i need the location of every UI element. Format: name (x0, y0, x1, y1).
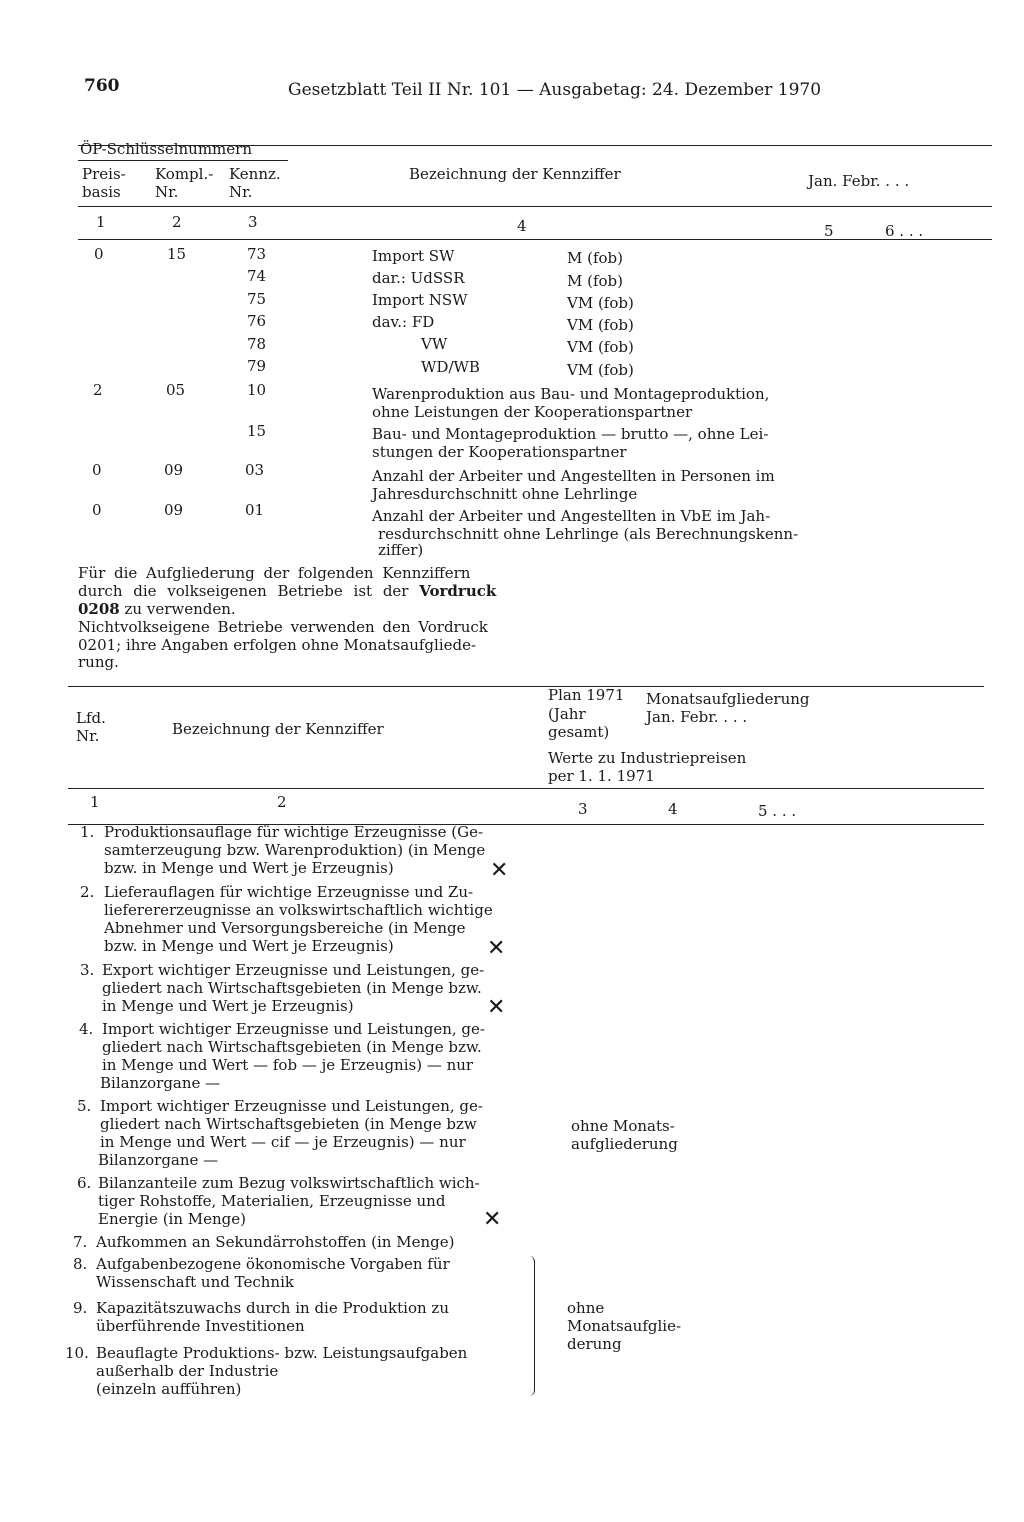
monthly-header: Monatsaufgliederung (646, 690, 810, 708)
item-line: bzw. in Menge und Wert je Erzeugnis) (104, 859, 394, 877)
row-text: Bau- und Montageproduktion — brutto —, ohne Lei- (372, 425, 769, 443)
cross-mark-icon: ✕ (483, 1207, 502, 1232)
cross-mark-icon: ✕ (487, 936, 506, 961)
row-kennz: 74 (247, 267, 267, 285)
row-label: dav.: FD (372, 313, 435, 331)
page-number: 760 (84, 76, 120, 96)
note-line (78, 600, 236, 618)
note-line: Nichtvolkseigene Betriebe verwenden den Vordruck (78, 618, 488, 636)
note-bold: Vordruck (419, 582, 497, 600)
note-text: durch die volkseigenen Betriebe ist der (78, 582, 409, 600)
item-line: Abnehmer und Versorgungsbereiche (in Menge (104, 919, 466, 937)
item-line: Aufkommen an Sekundärrohstoffen (in Menge) (96, 1233, 455, 1251)
item-line: außerhalb der Industrie (96, 1362, 279, 1380)
item-line: Lieferauflagen für wichtige Erzeugnisse und Zu- (104, 883, 474, 901)
item-number: 6. (77, 1174, 92, 1192)
item-number: 8. (73, 1255, 88, 1273)
side-note-1-line: aufgliederung (571, 1135, 678, 1153)
item-line: gliedert nach Wirtschaftsgebieten (in Menge bzw. (102, 979, 482, 997)
plan-col-3: gesamt) (548, 723, 610, 741)
item-line: Kapazitätszuwachs durch in die Produktion zu (96, 1299, 449, 1317)
table2-top-rule (68, 686, 984, 687)
item-line: Import wichtiger Erzeugnisse und Leistungen, ge- (102, 1020, 485, 1038)
item-number: 1. (80, 823, 95, 841)
row-text: stungen der Kooperationspartner (372, 443, 627, 461)
row-unit: VM (fob) (567, 338, 634, 356)
row-text: Anzahl der Arbeiter und Angestellten in VbE im Jah- (372, 507, 771, 525)
row-unit: VM (fob) (567, 361, 634, 379)
item-line: überführende Investitionen (96, 1317, 305, 1335)
values-header-1: Werte zu Industriepreisen (548, 749, 747, 767)
row-unit: VM (fob) (567, 316, 634, 334)
colnum-1: 1 (96, 213, 106, 231)
item-line: Wissenschaft und Technik (96, 1273, 294, 1291)
item-line: Aufgabenbezogene ökonomische Vorgaben für (96, 1255, 450, 1273)
item-line: gliedert nach Wirtschaftsgebieten (in Menge bzw (100, 1115, 477, 1133)
colnum-5: 5 . . . (758, 802, 797, 820)
row-kennz: 78 (247, 335, 267, 353)
item-line: Produktionsauflage für wichtige Erzeugnisse (Ge- (104, 823, 484, 841)
cross-mark-icon: ✕ (490, 858, 509, 883)
row-kennz: 15 (247, 422, 267, 440)
lfd-header-1: Lfd. (76, 709, 106, 727)
row-text: Warenproduktion aus Bau- und Montageproduktion, (372, 385, 770, 403)
col-kennz-1: Kennz. (229, 165, 281, 183)
item-number: 4. (79, 1020, 94, 1038)
cross-mark-icon: ✕ (487, 995, 506, 1020)
col-months: Jan. Febr. . . . (808, 172, 910, 190)
item-line: Bilanzorgane — (100, 1074, 221, 1092)
colnum-3: 3 (248, 213, 258, 231)
row-kennz: 01 (245, 501, 265, 519)
item-line: in Menge und Wert je Erzeugnis) (102, 997, 354, 1015)
item-line: bzw. in Menge und Wert je Erzeugnis) (104, 937, 394, 955)
item-line: (einzeln aufführen) (96, 1380, 242, 1398)
side-note-1-line: ohne Monats- (571, 1117, 675, 1135)
item-line: tiger Rohstoffe, Materialien, Erzeugnisse und (98, 1192, 446, 1210)
note-bold: 0208 (78, 600, 120, 618)
item-line: in Menge und Wert — fob — je Erzeugnis) — nur (102, 1056, 474, 1074)
table1-group-header: ÖP-Schlüsselnummern (80, 140, 252, 158)
item-line: Bilanzorgane — (98, 1151, 219, 1169)
row-unit: VM (fob) (567, 294, 634, 312)
colnum-3: 3 (578, 800, 588, 818)
item-number: 5. (77, 1097, 92, 1115)
item-line: Import wichtiger Erzeugnisse und Leistungen, ge- (100, 1097, 483, 1115)
side-note-2-line: Monatsaufglie- (567, 1317, 682, 1335)
row-label: Import NSW (372, 291, 468, 309)
item-line: gliedert nach Wirtschaftsgebieten (in Menge bzw. (102, 1038, 482, 1056)
item-line: samterzeugung bzw. Warenproduktion) (in Menge (104, 841, 486, 859)
note-line: rung. (78, 653, 119, 671)
row-kompl: 09 (164, 501, 184, 519)
col-preisbasis-2: basis (82, 183, 121, 201)
colnum-6: 6 . . . (885, 222, 924, 240)
col-preisbasis-1: Preis- (82, 165, 126, 183)
note-text: zu verwenden. (124, 600, 236, 618)
item-line: Bilanzanteile zum Bezug volkswirtschaftlich wich- (98, 1174, 480, 1192)
col-kennz-2: Nr. (229, 183, 253, 201)
side-note-2-line: ohne (567, 1299, 605, 1317)
note-line: 0201; ihre Angaben erfolgen ohne Monatsaufgliede- (78, 636, 477, 654)
row-label: Import SW (372, 247, 455, 265)
row-kompl: 15 (167, 245, 187, 263)
colnum-5: 5 (824, 222, 834, 240)
colnum-4: 4 (517, 217, 527, 235)
col-kompl-1: Kompl.- (155, 165, 214, 183)
row-preis: 0 (92, 461, 102, 479)
grouping-brace (526, 1256, 535, 1396)
note-line: Für die Aufgliederung der folgenden Kennziffern (78, 564, 471, 582)
row-unit: M (fob) (567, 272, 624, 290)
side-note-2-line: derung (567, 1335, 622, 1353)
table1-header-rule (78, 206, 992, 207)
row-text: ohne Leistungen der Kooperationspartner (372, 403, 693, 421)
row-text: Anzahl der Arbeiter und Angestellten in Personen im (372, 467, 775, 485)
row-kennz: 03 (245, 461, 265, 479)
row-preis: 2 (93, 381, 103, 399)
item-number: 10. (65, 1344, 89, 1362)
row-label: WD/WB (421, 358, 480, 376)
item-number: 9. (73, 1299, 88, 1317)
row-label: VW (421, 335, 448, 353)
item-line: Energie (in Menge) (98, 1210, 247, 1228)
colnum-2: 2 (172, 213, 182, 231)
table1-numbers-rule (78, 239, 992, 240)
row-kennz: 79 (247, 357, 267, 375)
item-line: lieferererzeugnisse an volkswirtschaftlich wichtige (104, 901, 493, 919)
plan-col-1: Plan 1971 (548, 686, 625, 704)
bezeichnung-header: Bezeichnung der Kennziffer (172, 720, 384, 738)
item-line: Beauflagte Produktions- bzw. Leistungsaufgaben (96, 1344, 468, 1362)
monthly-months: Jan. Febr. . . . (646, 708, 748, 726)
item-number: 7. (73, 1233, 88, 1251)
table2-header-rule (68, 788, 984, 789)
row-text: resdurchschnitt ohne Lehrlinge (als Berechnungskenn- (378, 525, 799, 543)
colnum-2: 2 (277, 793, 287, 811)
row-text: ziffer) (378, 541, 424, 559)
item-number: 2. (80, 883, 95, 901)
page-header-title: Gesetzblatt Teil II Nr. 101 — Ausgabetag: 24. Dezember 1970 (288, 80, 822, 100)
group-header-underline (78, 160, 288, 161)
row-unit: M (fob) (567, 249, 624, 267)
row-kennz: 76 (247, 312, 267, 330)
note-line (78, 582, 496, 600)
col-kompl-2: Nr. (155, 183, 179, 201)
row-kompl: 05 (166, 381, 186, 399)
colnum-4: 4 (668, 800, 678, 818)
row-preis: 0 (94, 245, 104, 263)
item-line: in Menge und Wert — cif — je Erzeugnis) — nur (100, 1133, 466, 1151)
item-number: 3. (80, 961, 95, 979)
col-bezeichnung: Bezeichnung der Kennziffer (409, 165, 621, 183)
values-header-2: per 1. 1. 1971 (548, 767, 655, 785)
row-kennz: 73 (247, 245, 267, 263)
colnum-1: 1 (90, 793, 100, 811)
row-text: Jahresdurchschnitt ohne Lehrlinge (372, 485, 638, 503)
row-kennz: 75 (247, 290, 267, 308)
item-line: Export wichtiger Erzeugnisse und Leistungen, ge- (102, 961, 485, 979)
plan-col-2: (Jahr (548, 705, 586, 723)
lfd-header-2: Nr. (76, 727, 100, 745)
row-preis: 0 (92, 501, 102, 519)
row-label: dar.: UdSSR (372, 269, 465, 287)
row-kennz: 10 (247, 381, 267, 399)
row-kompl: 09 (164, 461, 184, 479)
